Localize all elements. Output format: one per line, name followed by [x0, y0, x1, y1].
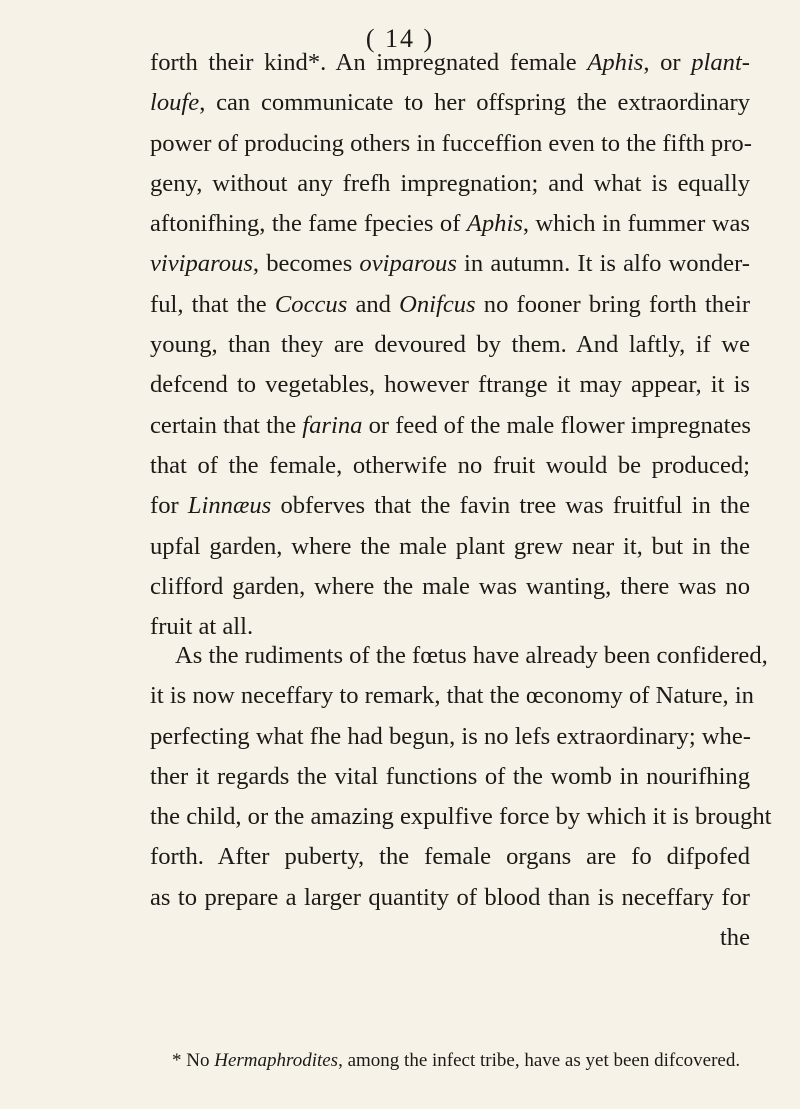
text-run: the: [719, 924, 750, 952]
text-run: no fooner bring forth their: [475, 290, 751, 318]
page-number: ( 14 ): [365, 24, 435, 53]
italic-term: oviparous: [359, 250, 457, 278]
italic-term: Hermaphrodites: [214, 1050, 339, 1071]
paragraph-2: [150, 636, 772, 958]
text-run: for: [150, 492, 188, 520]
text-line: [150, 43, 750, 83]
italic-term: Aphis: [466, 210, 523, 238]
text-run: forth their kind*. An impregnated female: [150, 49, 588, 76]
text-line: [150, 204, 750, 244]
text-run: power of producing others in fucceffion even to the fifth pro-: [150, 129, 752, 157]
text-run: , becomes: [252, 250, 360, 278]
italic-term: Coccus: [274, 290, 348, 318]
text-run: upfal garden, where the male plant grew near it, but in the: [150, 532, 750, 560]
text-run: * No: [172, 1050, 215, 1071]
text-run: obferves that the favin tree was fruitful in the: [271, 492, 751, 520]
text-run: As the rudiments of the fœtus have already been confidered,: [175, 642, 768, 669]
text-run: and: [347, 290, 400, 318]
text-line: [150, 717, 750, 757]
text-line: [150, 918, 750, 958]
text-line: [150, 124, 750, 164]
text-run: defcend to vegetables, however ftrange it may appear, it is: [150, 371, 750, 399]
text-run: it is now neceffary to remark, that the œconomy of Nature, in: [150, 682, 754, 710]
text-line: [150, 837, 750, 877]
text-line: [150, 486, 750, 526]
text-run: or feed of the male flower impregnates: [362, 411, 751, 439]
italic-term: Aphis: [587, 49, 644, 76]
text-line: [150, 757, 750, 797]
text-run: ful, that the: [150, 290, 275, 318]
text-line: [150, 365, 750, 405]
text-line: [150, 446, 750, 486]
text-line: [150, 567, 750, 607]
text-run: ther it regards the vital functions of the womb in nourifhing: [150, 762, 750, 790]
text-run: that of the female, otherwife no fruit would be produced;: [150, 451, 750, 479]
text-run: young, than they are devoured by them. And laftly, if we: [150, 331, 750, 359]
text-run: aftonifhing, the fame fpecies of: [150, 210, 467, 238]
italic-term: plant-: [691, 49, 750, 76]
text-run: clifford garden, where the male was wanting, there was no: [150, 572, 750, 600]
text-run: as to prepare a larger quantity of blood than is neceffary for: [150, 883, 750, 911]
text-line: [150, 527, 750, 567]
text-run: in autumn. It is alfo wonder-: [456, 250, 750, 278]
text-line: [150, 83, 750, 123]
text-line: [150, 636, 768, 676]
text-line: [150, 164, 750, 204]
text-run: the child, or the amazing expulfive force by which it is brought: [150, 803, 772, 831]
italic-term: Linnæus: [187, 492, 272, 520]
paragraph-1: [150, 43, 750, 647]
text-run: , can communicate to her offspring the extraordinary: [199, 89, 750, 117]
text-line: [150, 406, 750, 446]
text-run: perfecting what fhe had begun, is no lefs extraordinary; whe-: [150, 722, 751, 750]
text-line: [150, 878, 750, 918]
text-run: fruit at all.: [150, 613, 254, 641]
text-run: geny, without any frefh impregnation; and what is equally: [150, 169, 750, 197]
text-run: , among the infect tribe, have as yet been difcovered.: [338, 1050, 741, 1071]
text-line: [150, 797, 772, 837]
text-run: forth. After puberty, the female organs are fo difpofed: [150, 843, 750, 871]
text-line: [150, 676, 754, 716]
italic-term: Onifcus: [399, 290, 476, 318]
footnote: [172, 1050, 772, 1072]
text-line: [150, 244, 750, 284]
text-run: , which in fummer was: [522, 210, 750, 238]
italic-term: loufe: [150, 89, 200, 117]
text-line: [150, 325, 750, 365]
text-line: [150, 285, 750, 325]
italic-term: viviparous: [150, 250, 253, 278]
text-run: , or: [643, 49, 692, 76]
text-run: certain that the: [150, 411, 303, 439]
italic-term: farina: [302, 411, 363, 439]
